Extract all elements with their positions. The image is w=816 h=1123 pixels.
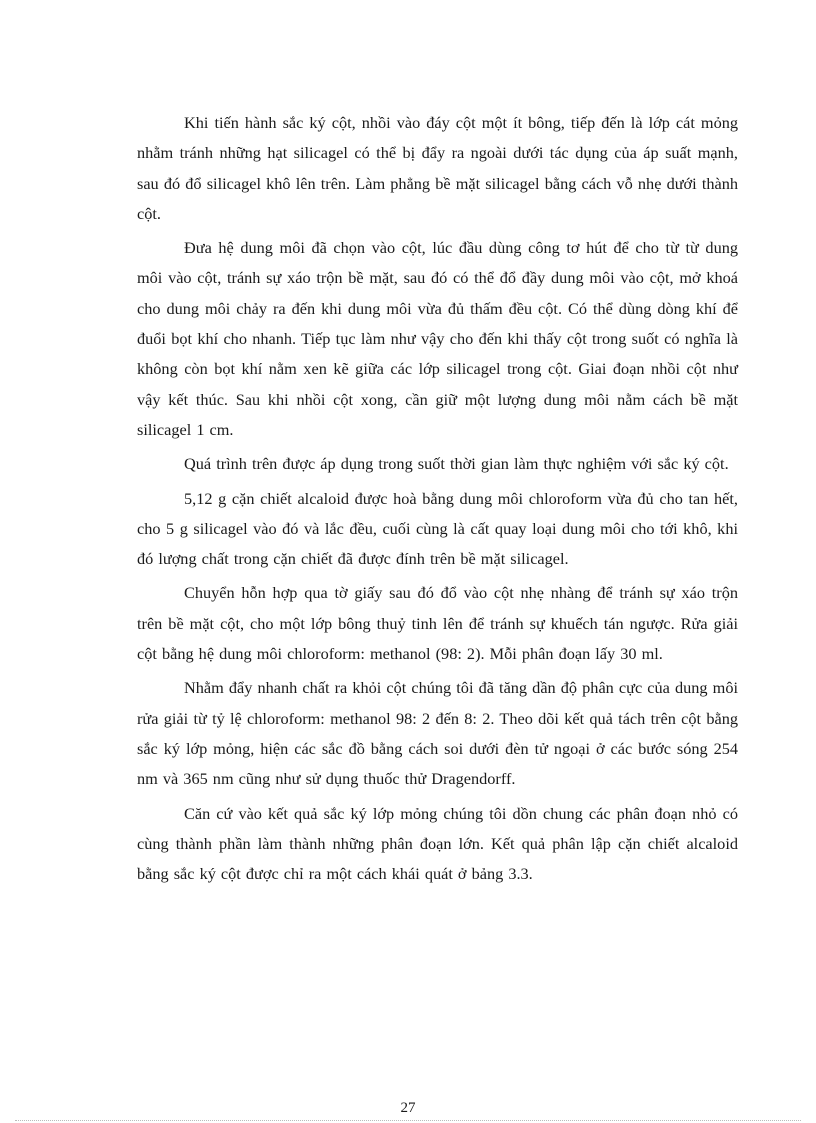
paragraph-polarity-gradient: Nhằm đẩy nhanh chất ra khỏi cột chúng tôi đã tăng dần độ phân cực của dung môi rửa giải từ tỷ lệ chloroform: methanol 98: 2 đến 8: 2. Theo dõi kết quả tách trên cột bằng sắc ký lớp mỏng, hiện các sắc đồ bằng cách soi dưới đèn tử ngoại ở các bước sóng 254 nm và 365 nm cũng như sử dụng thuốc thử Dragendorff. bbox=[137, 678, 738, 789]
paragraph-solvent-loading: Đưa hệ dung môi đã chọn vào cột, lúc đầu dùng công tơ hút để cho từ từ dung môi vào cột, tránh sự xáo trộn bề mặt, sau đó có thể đổ đầy dung môi vào cột, mở khoá cho dung môi chảy ra đến khi dung môi vừa đủ thấm đều cột. Có thể dùng dòng khí để đuổi bọt khí cho nhanh. Tiếp tục làm như vậy cho đến khi thấy cột trong suốt có nghĩa là không còn bọt khí nằm xen kẽ giữa các lớp silicagel trong cột. Giai đoạn nhồi cột như vậy kết thúc. Sau khi nhồi cột xong, cần giữ một lượng dung môi nằm cách bề mặt silicagel 1 cm. bbox=[137, 238, 738, 439]
page-number: 27 bbox=[400, 1100, 416, 1116]
paragraph-procedure-applied: Quá trình trên được áp dụng trong suốt thời gian làm thực nghiệm với sắc ký cột. bbox=[184, 454, 729, 474]
paragraph-elution: Chuyển hỗn hợp qua tờ giấy sau đó đổ vào cột nhẹ nhàng để tránh sự xáo trộn trên bề mặt cột, cho một lớp bông thuỷ tinh lên để tránh sự khuếch tán ngược. Rửa giải cột bằng hệ dung môi chloroform: methanol (98: 2). Mỗi phân đoạn lấy 30 ml. bbox=[137, 583, 738, 664]
footer-divider bbox=[15, 1120, 801, 1121]
paragraph-column-packing: Khi tiến hành sắc ký cột, nhồi vào đáy cột một ít bông, tiếp đến là lớp cát mỏng nhằm tránh những hạt silicagel có thể bị đẩy ra ngoài dưới tác dụng của áp suất mạnh, sau đó đổ silicagel khô lên trên. Làm phẳng bề mặt silicagel bằng cách vỗ nhẹ dưới thành cột. bbox=[137, 113, 738, 223]
paragraph-sample-preparation: 5,12 g cặn chiết alcaloid được hoà bằng dung môi chloroform vừa đủ cho tan hết, cho 5 g silicagel vào đó và lắc đều, cuối cùng là cất quay loại dung môi cho tới khô, khi đó lượng chất trong cặn chiết đã được đính trên bề mặt silicagel. bbox=[137, 488, 738, 569]
body-text bbox=[137, 108, 738, 889]
paragraph-fraction-pooling: Căn cứ vào kết quả sắc ký lớp mỏng chúng tôi dồn chung các phân đoạn nhỏ có cùng thành phần làm thành những phân đoạn lớn. Kết quả phân lập cặn chiết alcaloid bằng sắc ký cột được chỉ ra một cách khái quát ở bảng 3.3. bbox=[137, 803, 738, 884]
